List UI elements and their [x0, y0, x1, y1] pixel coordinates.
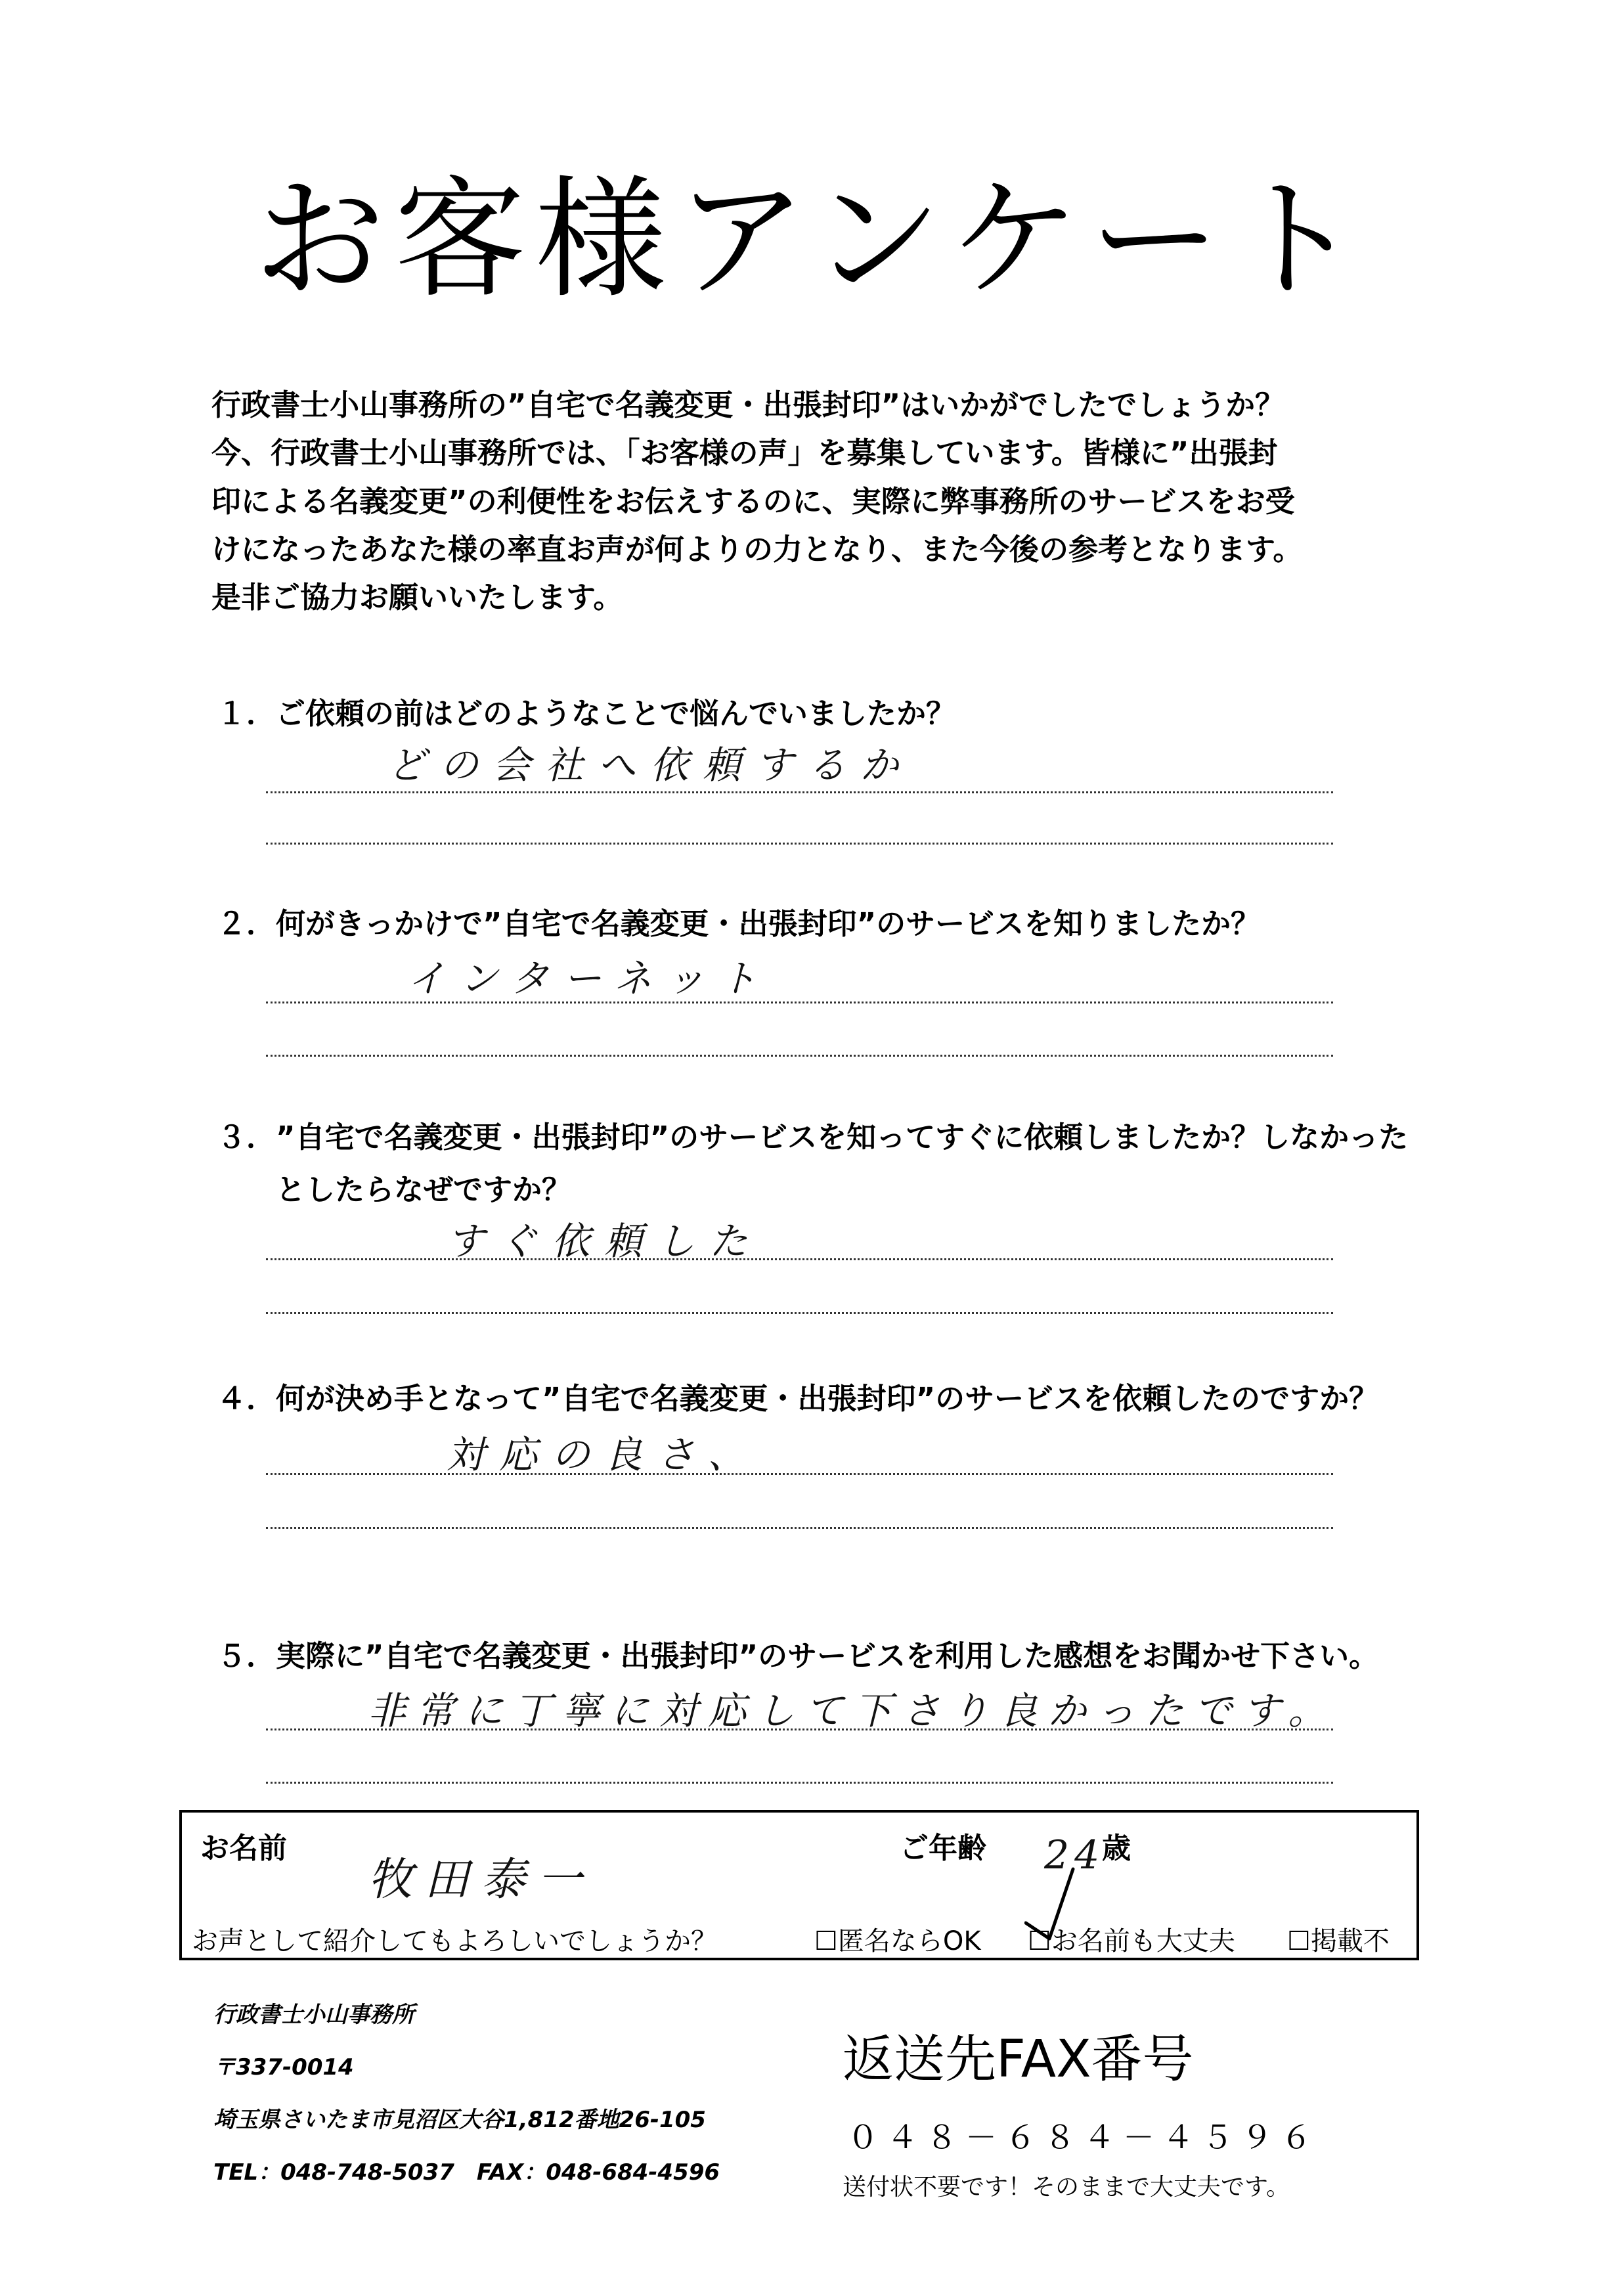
answer-line — [266, 1055, 1333, 1057]
consent-question: お声として紹介してもよろしいでしょうか？ — [192, 1926, 717, 1956]
fax-note: 送付状不要です！そのままで大丈夫です。 — [843, 2174, 1290, 2201]
answer-line — [266, 1473, 1333, 1475]
answer-2: インターネット — [407, 956, 772, 1001]
age-unit: 歳 — [1102, 1832, 1131, 1865]
question-4-text: 何が決め手となって”自宅で名義変更・出張封印”のサービスを依頼したのですか？ — [276, 1381, 1379, 1416]
check-mark-icon — [1024, 1865, 1084, 1944]
name-label: お名前 — [200, 1832, 287, 1865]
office-name: 行政書士小山事務所 — [213, 2002, 414, 2028]
question-5-text: 実際に”自宅で名義変更・出張封印”のサービスを利用した感想をお聞かせ下さい。 — [276, 1639, 1379, 1673]
option-name-ok-label: お名前も大丈夫 — [1051, 1926, 1235, 1956]
age-value: 24 — [1044, 1832, 1105, 1878]
answer-line — [266, 1002, 1333, 1003]
checkbox-unchecked-icon[interactable]: ☐ — [1028, 1926, 1051, 1956]
question-1-text: ご依頼の前はどのようなことで悩んでいましたか？ — [276, 696, 956, 731]
answer-line — [266, 1527, 1333, 1529]
option-anonymous[interactable] — [814, 1920, 981, 1958]
intro-line-1: 行政書士小山事務所の”自宅で名義変更・出張封印”はいかがでしたでしょうか？ — [211, 387, 1285, 422]
intro-line-3: 印による名義変更”の利便性をお伝えするのに、実際に弊事務所のサービスをお受 — [211, 484, 1295, 519]
office-tel-fax: TEL：048-748-5037 FAX：048-684-4596 — [213, 2159, 720, 2186]
question-2-number: ２． — [217, 906, 276, 941]
answer-line — [266, 843, 1333, 845]
option-no-publish[interactable] — [1287, 1920, 1390, 1958]
question-5-number: ５． — [217, 1639, 276, 1673]
answer-line — [266, 1312, 1333, 1314]
question-3-number: ３． — [217, 1120, 276, 1155]
option-anonymous-label: 匿名ならOK — [837, 1926, 981, 1956]
answer-line — [266, 1258, 1333, 1260]
answer-line — [266, 1729, 1333, 1730]
option-no-publish-label: 掲載不 — [1310, 1926, 1390, 1956]
intro-line-2: 今、行政書士小山事務所では、「お客様の声」を募集しています。皆様に”出張封 — [211, 435, 1278, 470]
question-3-text: ”自宅で名義変更・出張封印”のサービスを知ってすぐに依頼しましたか？しなかった — [276, 1120, 1409, 1155]
office-address: 埼玉県さいたま市見沼区大谷1,812番地26-105 — [213, 2107, 706, 2133]
age-label: ご年齢 — [900, 1832, 986, 1865]
fax-title: 返送先FAX番号 — [843, 2030, 1194, 2089]
answer-line — [266, 791, 1333, 793]
question-1-number: １． — [217, 696, 276, 731]
answer-line — [266, 1782, 1333, 1784]
checkbox-unchecked-icon[interactable]: ☐ — [1287, 1926, 1311, 1956]
question-3-text-continued: としたらなぜですか？ — [276, 1172, 572, 1207]
intro-line-5: 是非ご協力お願いいたします。 — [211, 580, 623, 615]
answer-5: 非常に丁寧に対応して下さり良かったです。 — [368, 1688, 1337, 1733]
question-4-number: ４． — [217, 1381, 276, 1416]
name-value: 牧田泰一 — [368, 1854, 594, 1906]
fax-number: ０４８－６８４－４５９６ — [847, 2119, 1321, 2156]
answer-3: すぐ依頼した — [447, 1219, 762, 1264]
checkbox-unchecked-icon[interactable]: ☐ — [814, 1926, 838, 1956]
page-title: お客様アンケート — [253, 164, 1371, 317]
answer-4: 対応の良さ、 — [447, 1432, 760, 1477]
office-postal: 〒337-0014 — [213, 2054, 354, 2081]
question-2-text: 何がきっかけで”自宅で名義変更・出張封印”のサービスを知りましたか？ — [276, 906, 1261, 941]
intro-line-4: けになったあなた様の率直お声が何よりの力となり、また今後の参考となります。 — [211, 532, 1303, 567]
answer-1: どの会社へ依頼するか — [387, 743, 913, 787]
